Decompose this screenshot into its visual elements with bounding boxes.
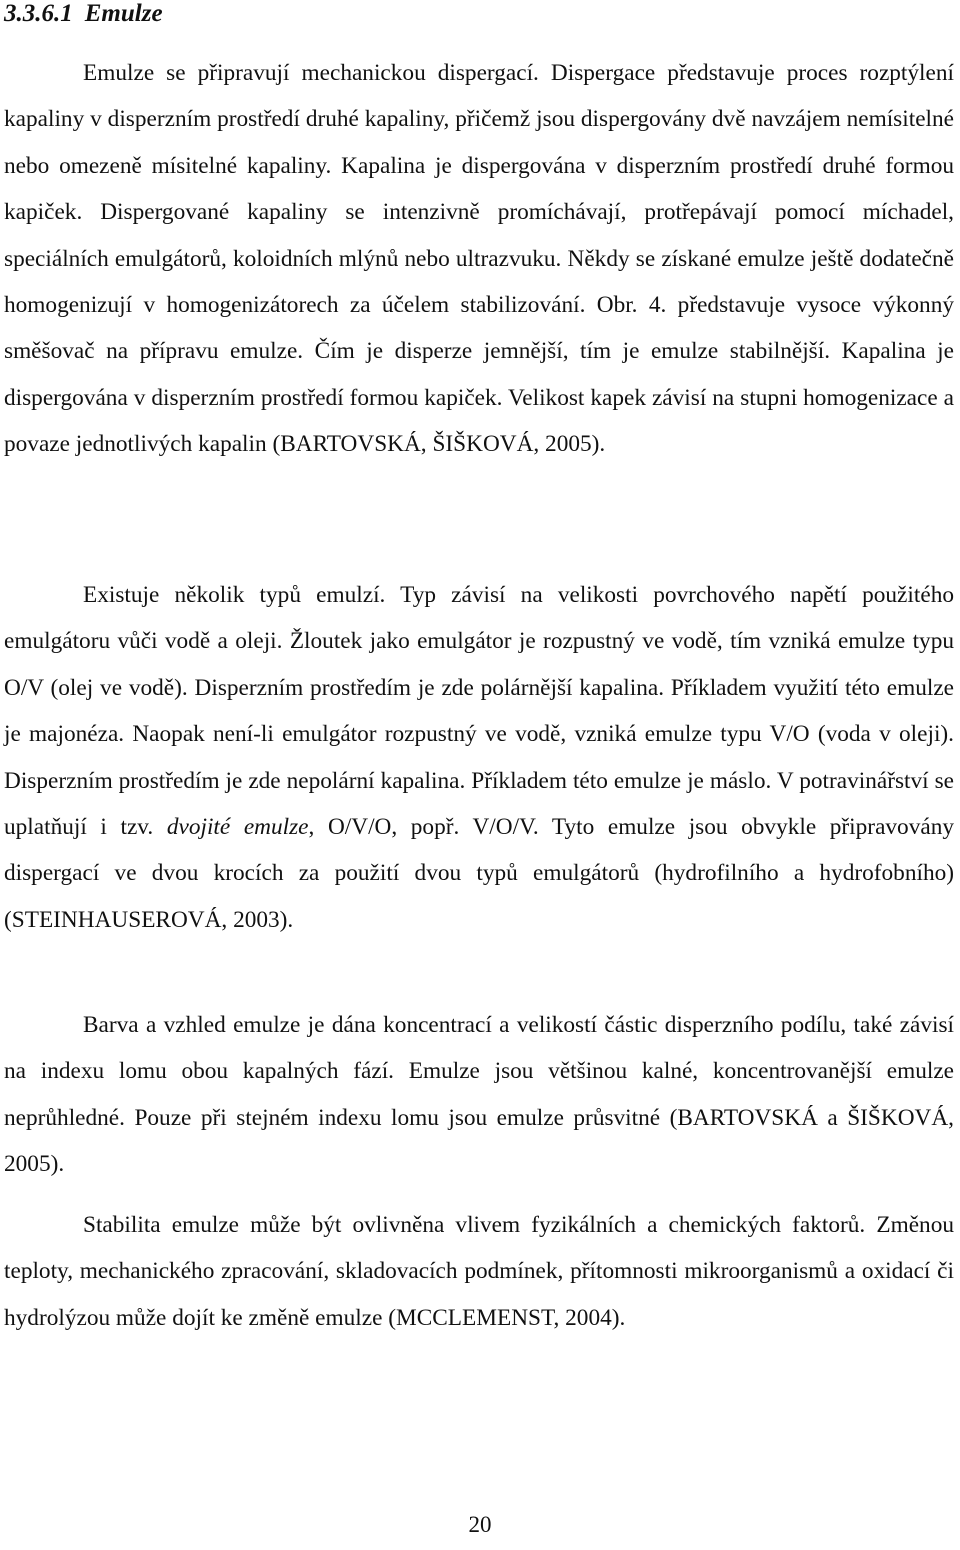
italic-term: dvojité emulze	[166, 814, 309, 841]
section-heading	[4, 0, 163, 32]
paragraph-text: , O/V/O, popř. V/O/V. Tyto emulze jsou obvykle připravovány dispergací ve dvou krocích za použití dvou typů emulgátorů (hydrofilního a hydrofobního) (STEINHAUSEROVÁ, 2003).	[4, 814, 954, 933]
paragraph-emulsion-stability: Stabilita emulze může být ovlivněna vlivem fyzikálních a chemických faktorů. Změnou teploty, mechanického zpracování, skladovacích podmínek, přítomnosti mikroorganismů a oxidací či hydrolýzou může dojít ke změně emulze (MCCLEMENST, 2004).	[4, 1212, 954, 1331]
section-number: 3.3.6.1	[4, 0, 73, 27]
paragraph-emulsion-types	[4, 572, 954, 943]
page-number: 20	[468, 1512, 492, 1537]
paragraph-text: Existuje několik typů emulzí. Typ závisí na velikosti povrchového napětí použitého emulgátoru vůči vodě a oleji. Žloutek jako emulgátor je rozpustný ve vodě, tím vzniká emulze typu O/V (olej ve vodě). Disperzním prostředím je zde polárnější kapalina. Příkladem využití této emulze je majonéza. Naopak není-li emulgátor rozpustný ve vodě, vzniká emulze typu V/O (voda v oleji). Disperzním prostředím je zde nepolární kapalina. Příkladem této emulze je máslo. V potravinářství se uplatňují i tzv.	[4, 582, 954, 841]
section-title: Emulze	[84, 0, 163, 27]
paragraph-emulsion-preparation: Emulze se připravují mechanickou dispergací. Dispergace představuje proces rozptýlení kapaliny v disperzním prostředí druhé kapaliny, přičemž jsou dispergovány dvě navzájem nemísitelné nebo omezeně mísitelné kapaliny. Kapalina je dispergována v disperzním prostředí druhé formou kapiček. Dispergované kapaliny se intenzivně promíchávají, protřepávají pomocí míchadel, speciálních emulgátorů, koloidních mlýnů nebo ultrazvuku. Někdy se získané emulze ještě dodatečně homogenizují v homogenizátorech za účelem stabilizování. Obr. 4. představuje vysoce výkonný směšovač na přípravu emulze. Čím je disperze jemnější, tím je emulze stabilnější. Kapalina je dispergována v disperzním prostředí formou kapiček. Velikost kapek závisí na stupni homogenizace a povaze jednotlivých kapalin (BARTOVSKÁ, ŠIŠKOVÁ, 2005).	[4, 60, 954, 458]
paragraph-emulsion-appearance: Barva a vzhled emulze je dána koncentrací a velikostí částic disperzního podílu, také závisí na indexu lomu obou kapalných fází. Emulze jsou většinou kalné, koncentrovanější emulze neprůhledné. Pouze při stejném indexu lomu jsou emulze průsvitné (BARTOVSKÁ a ŠIŠKOVÁ, 2005).	[4, 1012, 954, 1178]
